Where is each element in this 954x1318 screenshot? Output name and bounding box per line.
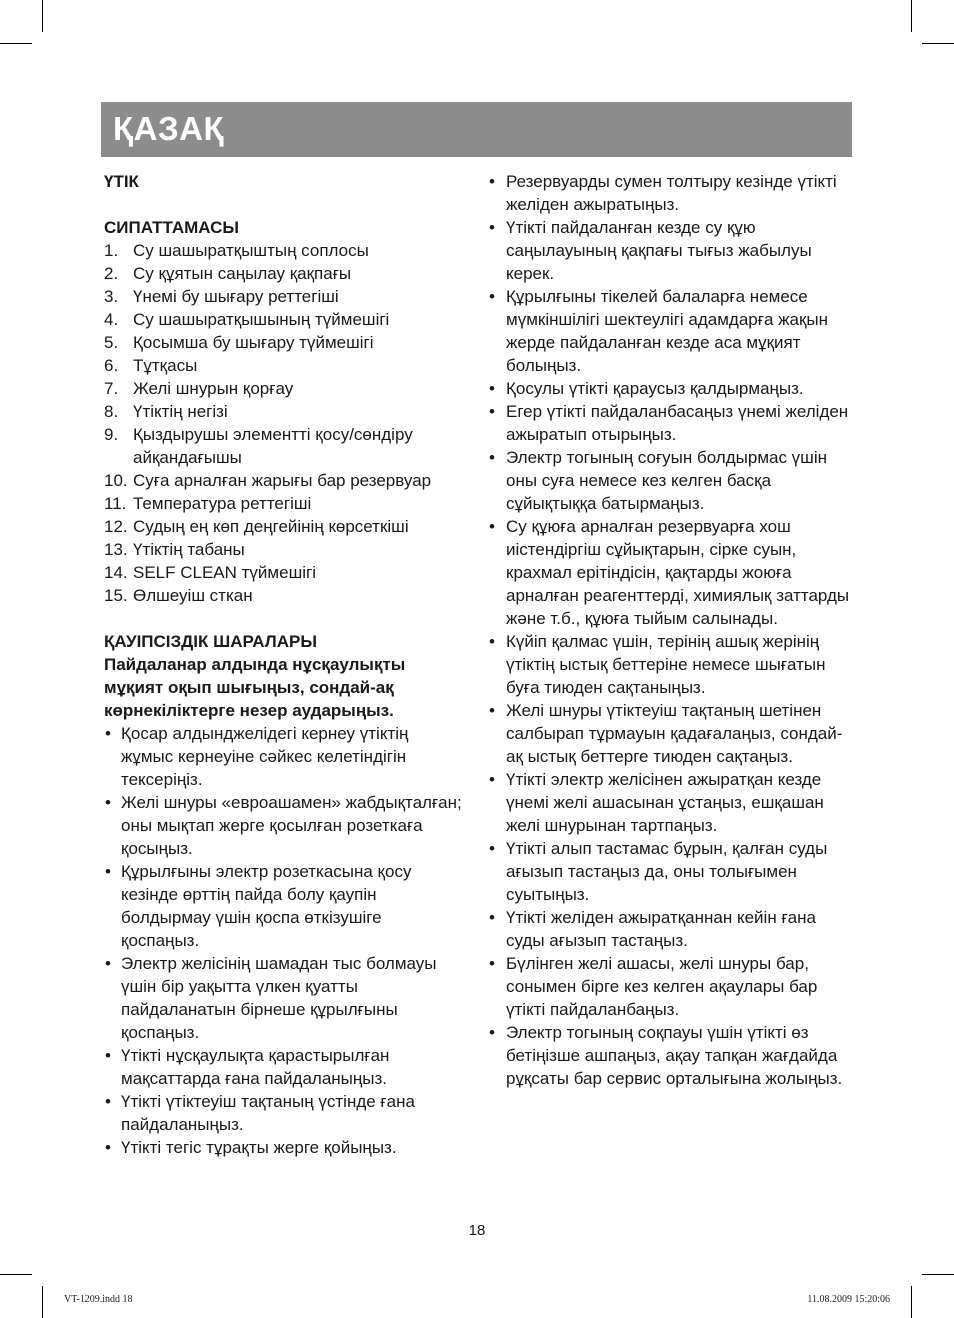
list-item: • Электр тогының соғуын болдырмас үшін оны суға немесе кез келген басқа сұйықтыққа батырмаңыз. [488, 446, 856, 515]
product-title: ҮТІК [104, 172, 139, 191]
crop-mark [42, 1286, 43, 1318]
list-item [104, 469, 464, 492]
crop-mark [922, 43, 954, 44]
item-text: Үтіктің негізі [133, 402, 228, 421]
item-number: 2. [104, 264, 119, 283]
spacer [104, 607, 464, 630]
list-item [104, 354, 464, 377]
item-number: 7. [104, 379, 119, 398]
left-column [104, 170, 464, 1159]
crop-mark [42, 0, 43, 32]
list-item [104, 538, 464, 561]
description-heading: СИПАТТАМАСЫ [104, 218, 240, 237]
right-column [488, 170, 856, 1090]
item-number: 1. [104, 241, 119, 260]
item-number: 11. [104, 494, 127, 513]
list-item [104, 423, 464, 469]
list-item: • Резервуарды сумен толтыру кезінде үтікті желіден ажыратыңыз. [488, 170, 856, 216]
item-text: Үтіктің табаны [133, 540, 245, 559]
safety-list-right [488, 170, 856, 1090]
item-text: Өлшеуіш сткан [133, 586, 253, 605]
list-item [104, 331, 464, 354]
list-item [104, 515, 464, 538]
item-text: Суға арналған жарығы бар резервуар [133, 471, 432, 490]
list-item: • Үтікті тегіс тұрақты жерге қойыңыз. [104, 1136, 464, 1159]
language-header-bar [101, 102, 852, 157]
list-item: • Желі шнуры «евроашамен» жабдықталған; оны мықтап жерге қосылған розеткаға қосыңыз. [104, 791, 464, 860]
item-text: Желі шнурын қорғау [133, 379, 294, 398]
page-number: 18 [468, 1222, 486, 1239]
item-number: 9. [104, 425, 119, 444]
crop-mark [911, 1286, 912, 1318]
crop-mark [0, 43, 32, 44]
item-number: 13. [104, 540, 128, 559]
language-title: ҚАЗАҚ [113, 110, 225, 147]
item-text: Су шашыратқышының түймешігі [133, 310, 390, 329]
item-text: SELF CLEAN түймешігі [133, 563, 316, 582]
list-item [104, 285, 464, 308]
item-text: Қыздырушы элементті қосу/сөндіру айқандағышы [133, 425, 413, 467]
list-item: • Үтікті алып тастамас бұрын, қалған суды ағызып тастаңыз да, оны толығымен суытыңыз. [488, 837, 856, 906]
list-item: • Қосулы үтікті қараусыз қалдырмаңыз. [488, 377, 856, 400]
safety-list-left [104, 722, 464, 1159]
list-item: • Желі шнуры үтіктеуіш тақтаның шетінен салбырап тұрмауын қадағалаңыз, сондай-ақ ыстық беттерге тиюден сақтаңыз. [488, 699, 856, 768]
list-item [104, 239, 464, 262]
list-item: • Күйіп қалмас үшін, терінің ашық жерінің үтіктің ыстық беттеріне немесе шығатын буға тиюден сақтаныңыз. [488, 630, 856, 699]
item-text: Қосымша бу шығару түймешігі [133, 333, 374, 352]
list-item: • Үтікті желіден ажыратқаннан кейін ғана суды ағызып тастаңыз. [488, 906, 856, 952]
list-item: • Үтікті пайдаланған кезде су құю саңылауының қақпағы тығыз жабылуы керек. [488, 216, 856, 285]
item-number: 4. [104, 310, 119, 329]
footer-file-info: VT-1209.indd 18 [64, 1294, 133, 1305]
list-item: • Қосар алдынджелідегі кернеу үтіктің жұмыс кернеуіне сәйкес келетіндігін тексеріңіз. [104, 722, 464, 791]
list-item [104, 400, 464, 423]
crop-mark [911, 0, 912, 32]
crop-mark [0, 1274, 32, 1275]
list-item: • Электр тогының соқпауы үшін үтікті өз бетіңізше ашпаңыз, ақау тапқан жағдайда рұқсаты бар сервис орталығына жолыңыз. [488, 1021, 856, 1090]
list-item: • Егер үтікті пайдаланбасаңыз үнемі желіден ажыратып отырыңыз. [488, 400, 856, 446]
list-item [104, 262, 464, 285]
list-item: • Құрылғыны тікелей балаларға немесе мүмкіншілігі шектеулігі адамдарға жақын жерде пайдаланған кезде аса мұқият болыңыз. [488, 285, 856, 377]
safety-heading: ҚАУІПСІЗДІК ШАРАЛАРЫ [104, 632, 317, 651]
item-number: 3. [104, 287, 119, 306]
item-text: Тұтқасы [133, 356, 198, 375]
item-text: Температура реттегіші [133, 494, 312, 513]
list-item: • Үтікті нұсқаулықта қарастырылған мақсаттарда ғана пайдаланыңыз. [104, 1044, 464, 1090]
item-text: Үнемі бу шығару реттегіші [133, 287, 339, 306]
list-item: • Электр желісінің шамадан тыс болмауы үшін бір уақытта үлкен қуатты пайдаланатын бірнеше құрылғыны қоспаңыз. [104, 952, 464, 1044]
list-item [104, 377, 464, 400]
item-text: Су құятын саңылау қақпағы [133, 264, 352, 283]
footer-timestamp: 11.08.2009 15:20:06 [807, 1294, 890, 1305]
item-number: 8. [104, 402, 119, 421]
list-item: • Үтікті электр желісінен ажыратқан кезде үнемі желі ашасынан ұстаңыз, ешқашан желі шнурынан тартпаңыз. [488, 768, 856, 837]
list-item: • Бүлінген желі ашасы, желі шнуры бар, сонымен бірге кез келген ақаулары бар үтікті пайдаланбаңыз. [488, 952, 856, 1021]
spacer [104, 193, 464, 216]
item-number: 5. [104, 333, 119, 352]
list-item [104, 308, 464, 331]
item-text: Судың ең көп деңгейінің көрсеткіші [133, 517, 409, 536]
item-number: 12. [104, 517, 128, 536]
item-number: 15. [104, 586, 128, 605]
description-list [104, 239, 464, 607]
list-item: • Үтікті үтіктеуіш тақтаның үстінде ғана пайдаланыңыз. [104, 1090, 464, 1136]
safety-intro: Пайдаланар алдында нұсқаулықты мұқият оқып шығыңыз, сондай-ақ көрнекіліктерге незер аударыңыз. [104, 655, 406, 720]
list-item: • Су құюға арналған резервуарға хош иістендіргіш сұйықтарын, сірке суын, крахмал ерітіндісін, қақтарды жоюға арналған реагенттерді, химиялық заттарды және т.б., құюға тыйым салынады. [488, 515, 856, 630]
list-item [104, 561, 464, 584]
item-text: Су шашыратқыштың соплосы [133, 241, 369, 260]
item-number: 14. [104, 563, 128, 582]
list-item: • Құрылғыны электр розеткасына қосу кезінде өрттің пайда болу қаупін болдырмау үшін қоспа өткізушіге қоспаңыз. [104, 860, 464, 952]
item-number: 6. [104, 356, 119, 375]
list-item [104, 584, 464, 607]
item-number: 10. [104, 471, 128, 490]
list-item [104, 492, 464, 515]
crop-mark [922, 1274, 954, 1275]
